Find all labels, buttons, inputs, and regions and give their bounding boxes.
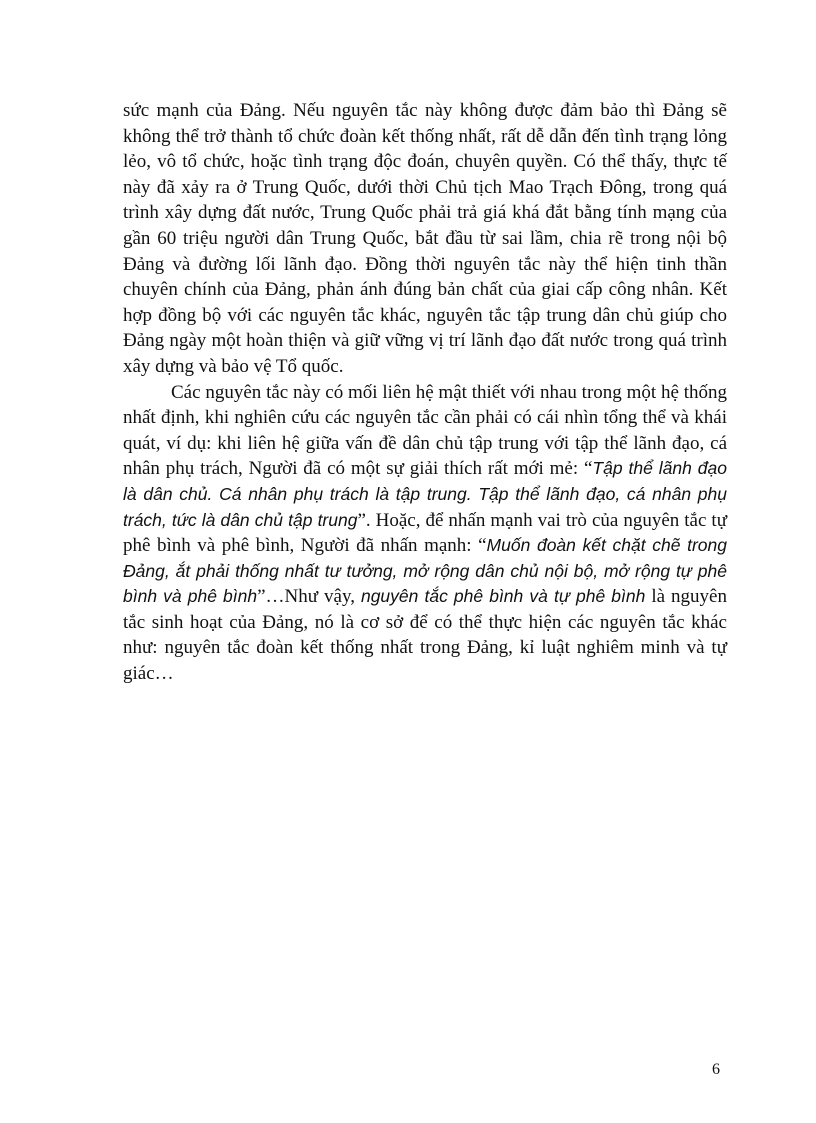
paragraph-2 bbox=[123, 380, 727, 687]
paragraph-2-text-3: ”…Như vậy, bbox=[257, 586, 361, 608]
quote-collective-leadership: Tập thể lãnh đạo là dân chủ. Cá nhân phụ trách là tập trung. Tập thể lãnh đạo, cá nhân phụ trách, tức là dân chủ tập trung bbox=[123, 458, 727, 530]
body-text bbox=[123, 98, 727, 687]
paragraph-2-text-1: Các nguyên tắc này có mối liên hệ mật thiết với nhau trong một hệ thống nhất định, khi nghiên cứu các nguyên tắc cần phải có cái nhìn tổng thể và khái quát, ví dụ: khi liên hệ giữa vấn đề dân chủ tập trung với tập thể lãnh đạo, cá nhân phụ trách, Người đã có một sự giải thích rất mới mẻ: “ bbox=[123, 381, 727, 480]
paragraph-2-text-2: ”. Hoặc, để nhấn mạnh vai trò của nguyên tắc tự phê bình và phê bình, Người đã nhấn mạnh: “ bbox=[123, 509, 727, 557]
paragraph-1: sức mạnh của Đảng. Nếu nguyên tắc này không được đảm bảo thì Đảng sẽ không thể trở thành tổ chức đoàn kết thống nhất, rất dễ dẫn đến tình trạng lỏng lẻo, vô tổ chức, hoặc tình trạng độc đoán, chuyên quyền. Có thể thấy, thực tế này đã xảy ra ở Trung Quốc, dưới thời Chủ tịch Mao Trạch Đông, trong quá trình xây dựng đất nước, Trung Quốc phải trả giá khá đắt bằng tính mạng của gần 60 triệu người dân Trung Quốc, bắt đầu từ sai lầm, chia rẽ trong nội bộ Đảng và đường lối lãnh đạo. Đồng thời nguyên tắc này thể hiện tinh thần chuyên chính của Đảng, phản ánh đúng bản chất của giai cấp công nhân. Kết hợp đồng bộ với các nguyên tắc khác, nguyên tắc tập trung dân chủ giúp cho Đảng ngày một hoàn thiện và giữ vững vị trí lãnh đạo đất nước trong quá trình xây dựng và bảo vệ Tổ quốc. bbox=[123, 100, 727, 377]
quote-criticism-principle: nguyên tắc phê bình và tự phê bình bbox=[360, 586, 646, 607]
paragraph-2-text-4: là nguyên tắc sinh hoạt của Đảng, nó là cơ sở để có thể thực hiện các nguyên tắc khác như: nguyên tắc đoàn kết thống nhất trong Đảng, kỉ luật nghiêm minh và tự giác… bbox=[123, 586, 727, 685]
page-number: 6 bbox=[712, 1061, 720, 1078]
quote-party-unity: Muốn đoàn kết chặt chẽ trong Đảng, ắt phải thống nhất tư tưởng, mở rộng dân chủ nội bộ, mở rộng tự phê bình và phê bình bbox=[123, 535, 728, 607]
